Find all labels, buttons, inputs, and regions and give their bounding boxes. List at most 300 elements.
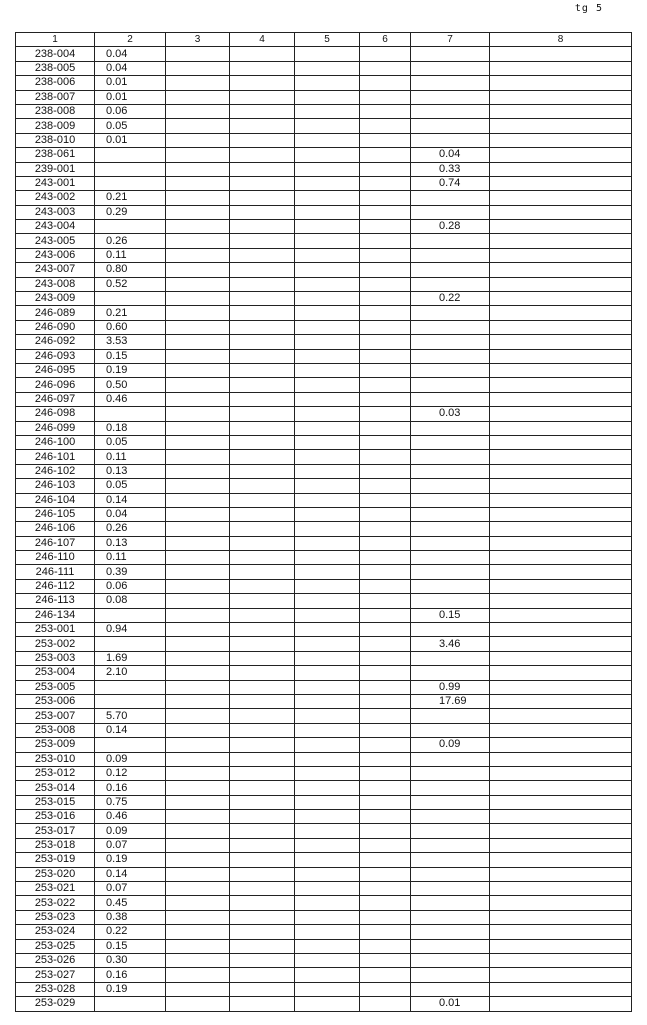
empty-cell xyxy=(360,320,411,334)
empty-cell xyxy=(295,925,360,939)
empty-cell xyxy=(166,507,230,521)
empty-cell xyxy=(230,867,295,881)
row-id-cell: 253-006 xyxy=(16,694,95,708)
empty-cell xyxy=(166,263,230,277)
col7-value-cell xyxy=(411,810,490,824)
empty-cell xyxy=(166,464,230,478)
row-id-cell: 238-007 xyxy=(16,90,95,104)
table-row xyxy=(16,392,632,406)
empty-cell xyxy=(230,292,295,306)
header-row xyxy=(16,33,632,47)
empty-cell xyxy=(295,162,360,176)
empty-cell xyxy=(295,479,360,493)
empty-cell xyxy=(230,234,295,248)
empty-cell xyxy=(360,594,411,608)
empty-cell xyxy=(166,421,230,435)
row-id-cell: 243-001 xyxy=(16,176,95,190)
empty-cell xyxy=(490,435,632,449)
empty-cell xyxy=(295,435,360,449)
col7-value-cell xyxy=(411,565,490,579)
empty-cell xyxy=(230,421,295,435)
col2-value-cell: 0.18 xyxy=(95,421,166,435)
empty-cell xyxy=(295,738,360,752)
empty-cell xyxy=(166,968,230,982)
empty-cell xyxy=(490,608,632,622)
empty-cell xyxy=(490,450,632,464)
col7-value-cell xyxy=(411,982,490,996)
empty-cell xyxy=(295,320,360,334)
empty-cell xyxy=(360,651,411,665)
row-id-cell: 253-016 xyxy=(16,810,95,824)
row-id-cell: 246-106 xyxy=(16,522,95,536)
empty-cell xyxy=(295,507,360,521)
empty-cell xyxy=(230,896,295,910)
empty-cell xyxy=(295,392,360,406)
empty-cell xyxy=(490,824,632,838)
row-id-cell: 246-098 xyxy=(16,407,95,421)
col2-value-cell: 0.11 xyxy=(95,551,166,565)
empty-cell xyxy=(230,392,295,406)
empty-cell xyxy=(360,853,411,867)
table-row xyxy=(16,651,632,665)
empty-cell xyxy=(360,522,411,536)
empty-cell xyxy=(166,248,230,262)
row-id-cell: 253-007 xyxy=(16,709,95,723)
col7-value-cell xyxy=(411,594,490,608)
empty-cell xyxy=(166,766,230,780)
table-row xyxy=(16,76,632,90)
table-row xyxy=(16,536,632,550)
empty-cell xyxy=(166,306,230,320)
empty-cell xyxy=(230,795,295,809)
empty-cell xyxy=(490,378,632,392)
empty-cell xyxy=(166,76,230,90)
col2-value-cell: 0.29 xyxy=(95,205,166,219)
col7-value-cell xyxy=(411,47,490,61)
empty-cell xyxy=(166,47,230,61)
empty-cell xyxy=(230,939,295,953)
row-id-cell: 246-089 xyxy=(16,306,95,320)
empty-cell xyxy=(295,853,360,867)
empty-cell xyxy=(360,867,411,881)
table-row xyxy=(16,853,632,867)
empty-cell xyxy=(166,997,230,1011)
empty-cell xyxy=(295,104,360,118)
col7-value-cell xyxy=(411,838,490,852)
table-row xyxy=(16,292,632,306)
empty-cell xyxy=(295,565,360,579)
col2-value-cell: 0.05 xyxy=(95,435,166,449)
empty-cell xyxy=(490,666,632,680)
col7-value-cell: 0.09 xyxy=(411,738,490,752)
empty-cell xyxy=(166,608,230,622)
col2-value-cell: 0.06 xyxy=(95,104,166,118)
empty-cell xyxy=(295,363,360,377)
empty-cell xyxy=(360,623,411,637)
row-id-cell: 253-021 xyxy=(16,882,95,896)
empty-cell xyxy=(230,435,295,449)
empty-cell xyxy=(295,464,360,478)
col2-value-cell: 0.30 xyxy=(95,954,166,968)
col2-value-cell xyxy=(95,162,166,176)
empty-cell xyxy=(490,680,632,694)
empty-cell xyxy=(230,680,295,694)
empty-cell xyxy=(360,306,411,320)
col2-value-cell: 0.12 xyxy=(95,766,166,780)
empty-cell xyxy=(490,594,632,608)
empty-cell xyxy=(166,90,230,104)
row-id-cell: 253-018 xyxy=(16,838,95,852)
empty-cell xyxy=(295,76,360,90)
empty-cell xyxy=(490,982,632,996)
col7-value-cell xyxy=(411,579,490,593)
empty-cell xyxy=(490,320,632,334)
empty-cell xyxy=(490,579,632,593)
empty-cell xyxy=(230,119,295,133)
col7-value-cell xyxy=(411,392,490,406)
table-row xyxy=(16,47,632,61)
col7-value-cell xyxy=(411,536,490,550)
empty-cell xyxy=(360,378,411,392)
row-id-cell: 238-010 xyxy=(16,133,95,147)
row-id-cell: 246-103 xyxy=(16,479,95,493)
col7-value-cell xyxy=(411,507,490,521)
empty-cell xyxy=(166,810,230,824)
empty-cell xyxy=(295,421,360,435)
empty-cell xyxy=(230,248,295,262)
row-id-cell: 238-008 xyxy=(16,104,95,118)
col7-value-cell xyxy=(411,349,490,363)
empty-cell xyxy=(360,608,411,622)
col7-value-cell xyxy=(411,522,490,536)
col7-value-cell xyxy=(411,896,490,910)
column-header: 8 xyxy=(490,33,632,47)
empty-cell xyxy=(166,61,230,75)
page-label: tg 5 xyxy=(574,3,603,14)
row-id-cell: 253-023 xyxy=(16,910,95,924)
col7-value-cell xyxy=(411,968,490,982)
col2-value-cell xyxy=(95,694,166,708)
empty-cell xyxy=(166,536,230,550)
col2-value-cell: 0.16 xyxy=(95,968,166,982)
row-id-cell: 238-009 xyxy=(16,119,95,133)
empty-cell xyxy=(490,176,632,190)
empty-cell xyxy=(230,363,295,377)
col7-value-cell: 0.01 xyxy=(411,997,490,1011)
empty-cell xyxy=(490,407,632,421)
col7-value-cell xyxy=(411,205,490,219)
empty-cell xyxy=(230,968,295,982)
empty-cell xyxy=(295,838,360,852)
row-id-cell: 243-009 xyxy=(16,292,95,306)
empty-cell xyxy=(490,709,632,723)
empty-cell xyxy=(230,104,295,118)
empty-cell xyxy=(166,623,230,637)
col7-value-cell xyxy=(411,666,490,680)
empty-cell xyxy=(230,493,295,507)
table-row xyxy=(16,551,632,565)
empty-cell xyxy=(295,939,360,953)
empty-cell xyxy=(490,795,632,809)
empty-cell xyxy=(166,335,230,349)
empty-cell xyxy=(360,882,411,896)
table-row xyxy=(16,867,632,881)
col2-value-cell: 0.01 xyxy=(95,133,166,147)
table-row xyxy=(16,565,632,579)
empty-cell xyxy=(295,133,360,147)
empty-cell xyxy=(166,349,230,363)
row-id-cell: 246-099 xyxy=(16,421,95,435)
empty-cell xyxy=(166,637,230,651)
table-row xyxy=(16,766,632,780)
col7-value-cell xyxy=(411,479,490,493)
empty-cell xyxy=(295,579,360,593)
col2-value-cell: 0.14 xyxy=(95,493,166,507)
empty-cell xyxy=(230,162,295,176)
data-table xyxy=(15,32,632,1012)
empty-cell xyxy=(166,795,230,809)
table-row xyxy=(16,896,632,910)
row-id-cell: 253-020 xyxy=(16,867,95,881)
row-id-cell: 253-003 xyxy=(16,651,95,665)
empty-cell xyxy=(360,435,411,449)
row-id-cell: 246-113 xyxy=(16,594,95,608)
col7-value-cell xyxy=(411,248,490,262)
col2-value-cell: 0.50 xyxy=(95,378,166,392)
row-id-cell: 246-104 xyxy=(16,493,95,507)
empty-cell xyxy=(360,738,411,752)
empty-cell xyxy=(166,824,230,838)
table-row xyxy=(16,623,632,637)
col7-value-cell xyxy=(411,421,490,435)
table-row xyxy=(16,982,632,996)
empty-cell xyxy=(295,277,360,291)
empty-cell xyxy=(490,263,632,277)
empty-cell xyxy=(295,90,360,104)
table-row xyxy=(16,162,632,176)
empty-cell xyxy=(295,263,360,277)
col7-value-cell xyxy=(411,306,490,320)
col7-value-cell xyxy=(411,651,490,665)
column-header: 4 xyxy=(230,33,295,47)
empty-cell xyxy=(360,507,411,521)
empty-cell xyxy=(360,464,411,478)
empty-cell xyxy=(166,694,230,708)
empty-cell xyxy=(360,896,411,910)
table-row xyxy=(16,939,632,953)
row-id-cell: 243-002 xyxy=(16,191,95,205)
col2-value-cell: 2.10 xyxy=(95,666,166,680)
table-row xyxy=(16,277,632,291)
table-row xyxy=(16,910,632,924)
col7-value-cell: 17.69 xyxy=(411,694,490,708)
col7-value-cell xyxy=(411,867,490,881)
col2-value-cell: 0.39 xyxy=(95,565,166,579)
empty-cell xyxy=(295,407,360,421)
empty-cell xyxy=(295,623,360,637)
col2-value-cell: 0.75 xyxy=(95,795,166,809)
empty-cell xyxy=(360,925,411,939)
empty-cell xyxy=(230,838,295,852)
row-id-cell: 246-110 xyxy=(16,551,95,565)
row-id-cell: 243-007 xyxy=(16,263,95,277)
empty-cell xyxy=(360,205,411,219)
col2-value-cell: 0.26 xyxy=(95,234,166,248)
row-id-cell: 253-024 xyxy=(16,925,95,939)
empty-cell xyxy=(490,551,632,565)
row-id-cell: 246-134 xyxy=(16,608,95,622)
row-id-cell: 246-093 xyxy=(16,349,95,363)
col7-value-cell xyxy=(411,882,490,896)
row-id-cell: 253-012 xyxy=(16,766,95,780)
empty-cell xyxy=(230,90,295,104)
col7-value-cell xyxy=(411,234,490,248)
empty-cell xyxy=(166,148,230,162)
col2-value-cell: 0.04 xyxy=(95,507,166,521)
col7-value-cell: 0.15 xyxy=(411,608,490,622)
col7-value-cell: 0.74 xyxy=(411,176,490,190)
empty-cell xyxy=(360,119,411,133)
empty-cell xyxy=(166,982,230,996)
empty-cell xyxy=(295,997,360,1011)
col2-value-cell: 0.19 xyxy=(95,982,166,996)
empty-cell xyxy=(166,551,230,565)
col7-value-cell xyxy=(411,723,490,737)
empty-cell xyxy=(230,723,295,737)
empty-cell xyxy=(360,766,411,780)
table-row xyxy=(16,234,632,248)
table-row xyxy=(16,320,632,334)
empty-cell xyxy=(295,896,360,910)
empty-cell xyxy=(490,479,632,493)
empty-cell xyxy=(230,579,295,593)
table-row xyxy=(16,61,632,75)
empty-cell xyxy=(295,781,360,795)
empty-cell xyxy=(295,378,360,392)
empty-cell xyxy=(360,335,411,349)
row-id-cell: 253-025 xyxy=(16,939,95,953)
column-header: 2 xyxy=(95,33,166,47)
col2-value-cell xyxy=(95,997,166,1011)
empty-cell xyxy=(490,997,632,1011)
column-header: 5 xyxy=(295,33,360,47)
empty-cell xyxy=(490,522,632,536)
empty-cell xyxy=(295,666,360,680)
empty-cell xyxy=(230,133,295,147)
row-id-cell: 246-112 xyxy=(16,579,95,593)
empty-cell xyxy=(490,392,632,406)
empty-cell xyxy=(360,421,411,435)
empty-cell xyxy=(490,234,632,248)
empty-cell xyxy=(360,450,411,464)
table-row xyxy=(16,421,632,435)
empty-cell xyxy=(166,104,230,118)
empty-cell xyxy=(360,90,411,104)
empty-cell xyxy=(166,723,230,737)
column-header: 3 xyxy=(166,33,230,47)
col2-value-cell: 0.06 xyxy=(95,579,166,593)
col2-value-cell: 0.07 xyxy=(95,838,166,852)
empty-cell xyxy=(295,709,360,723)
empty-cell xyxy=(360,637,411,651)
row-id-cell: 243-004 xyxy=(16,220,95,234)
empty-cell xyxy=(360,133,411,147)
col2-value-cell: 0.05 xyxy=(95,119,166,133)
col7-value-cell xyxy=(411,954,490,968)
row-id-cell: 253-028 xyxy=(16,982,95,996)
empty-cell xyxy=(490,637,632,651)
table-header xyxy=(16,33,632,47)
empty-cell xyxy=(166,191,230,205)
row-id-cell: 253-015 xyxy=(16,795,95,809)
row-id-cell: 246-095 xyxy=(16,363,95,377)
col7-value-cell: 0.99 xyxy=(411,680,490,694)
empty-cell xyxy=(490,76,632,90)
empty-cell xyxy=(360,248,411,262)
empty-cell xyxy=(166,781,230,795)
col2-value-cell: 0.05 xyxy=(95,479,166,493)
col2-value-cell: 0.38 xyxy=(95,910,166,924)
col2-value-cell: 0.04 xyxy=(95,47,166,61)
empty-cell xyxy=(295,522,360,536)
table-row xyxy=(16,795,632,809)
table-row xyxy=(16,594,632,608)
empty-cell xyxy=(230,479,295,493)
empty-cell xyxy=(295,694,360,708)
empty-cell xyxy=(230,320,295,334)
empty-cell xyxy=(490,853,632,867)
table-row xyxy=(16,335,632,349)
table-row xyxy=(16,824,632,838)
empty-cell xyxy=(360,680,411,694)
empty-cell xyxy=(230,982,295,996)
empty-cell xyxy=(230,637,295,651)
empty-cell xyxy=(360,939,411,953)
column-header: 7 xyxy=(411,33,490,47)
empty-cell xyxy=(295,292,360,306)
empty-cell xyxy=(166,234,230,248)
row-id-cell: 253-026 xyxy=(16,954,95,968)
table-row xyxy=(16,752,632,766)
col2-value-cell: 0.21 xyxy=(95,191,166,205)
empty-cell xyxy=(230,205,295,219)
table-row xyxy=(16,579,632,593)
empty-cell xyxy=(360,176,411,190)
empty-cell xyxy=(230,565,295,579)
empty-cell xyxy=(490,623,632,637)
table-row xyxy=(16,838,632,852)
col7-value-cell xyxy=(411,551,490,565)
empty-cell xyxy=(360,666,411,680)
col2-value-cell: 0.14 xyxy=(95,867,166,881)
table-row xyxy=(16,507,632,521)
empty-cell xyxy=(360,954,411,968)
empty-cell xyxy=(166,363,230,377)
col7-value-cell xyxy=(411,450,490,464)
col2-value-cell: 1.69 xyxy=(95,651,166,665)
col2-value-cell xyxy=(95,680,166,694)
empty-cell xyxy=(230,551,295,565)
table-row xyxy=(16,925,632,939)
empty-cell xyxy=(490,565,632,579)
row-id-cell: 246-092 xyxy=(16,335,95,349)
col2-value-cell: 0.80 xyxy=(95,263,166,277)
empty-cell xyxy=(166,752,230,766)
empty-cell xyxy=(360,752,411,766)
col7-value-cell: 0.04 xyxy=(411,148,490,162)
table-row xyxy=(16,191,632,205)
col2-value-cell xyxy=(95,738,166,752)
